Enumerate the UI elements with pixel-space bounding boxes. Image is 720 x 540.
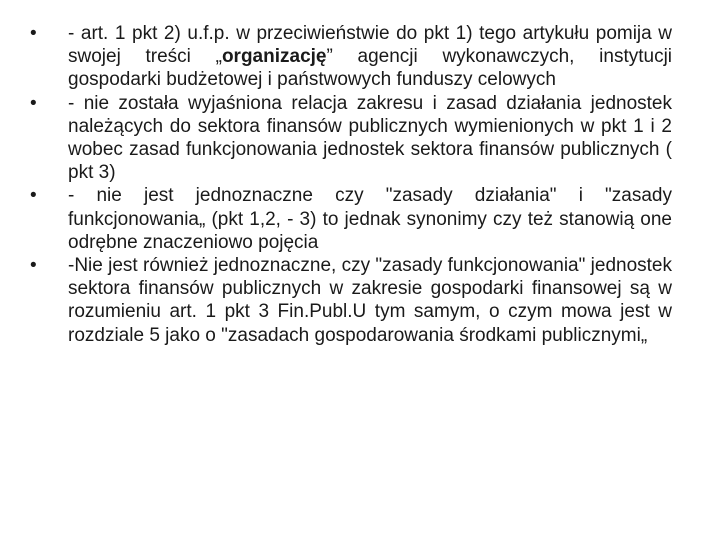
- bullet-text-1-after: ” agencji wykonawczych, instytucji gospodarki budżetowej i państwowych funduszy celowych: [68, 46, 673, 91]
- bullet-text-4: -Nie jest również jednoznaczne, czy "zasady funkcjonowania" jednostek sektora finansów publicznych w zakresie gospodarki finansowej są w rozumieniu art. 1 pkt 3 Fin.Publ.U tym samym, o czym mowa jest w rozdziale 5 jako o "zasadach gospodarowania środkami publicznymi„: [68, 255, 672, 346]
- bullet-text-1: [68, 23, 672, 90]
- bullet-text-1-before: - art. 1 pkt 2) u.f.p. w przeciwieństwie do pkt 1) tego artykułu pomija w swojej treści „: [68, 23, 672, 68]
- bullet-icon: •: [30, 255, 37, 277]
- bullet-text-3: - nie jest jednoznaczne czy "zasady działania" i "zasady funkcjonowania„ (pkt 1,2, - 3) to jednak synonimy czy też stanowią one odrębne znaczeniowo pojęcia: [68, 185, 672, 253]
- bullet-list: [30, 22, 672, 347]
- bullet-item-1: [30, 22, 672, 92]
- bullet-text-1-bold: organizację: [221, 46, 327, 68]
- bullet-item-2: [30, 92, 672, 185]
- bullet-item-3: [30, 184, 672, 254]
- bullet-icon: •: [30, 92, 37, 114]
- bullet-item-4: [30, 254, 672, 347]
- bullet-icon: •: [30, 185, 37, 207]
- bullet-icon: •: [30, 23, 37, 44]
- bullet-text-2: - nie została wyjaśniona relacja zakresu i zasad działania jednostek należących do sektora finansów publicznych wymienionych w pkt 1 i 2 wobec zasad funkcjonowania jednostek sektora finansów publicznych ( pkt 3): [68, 92, 672, 184]
